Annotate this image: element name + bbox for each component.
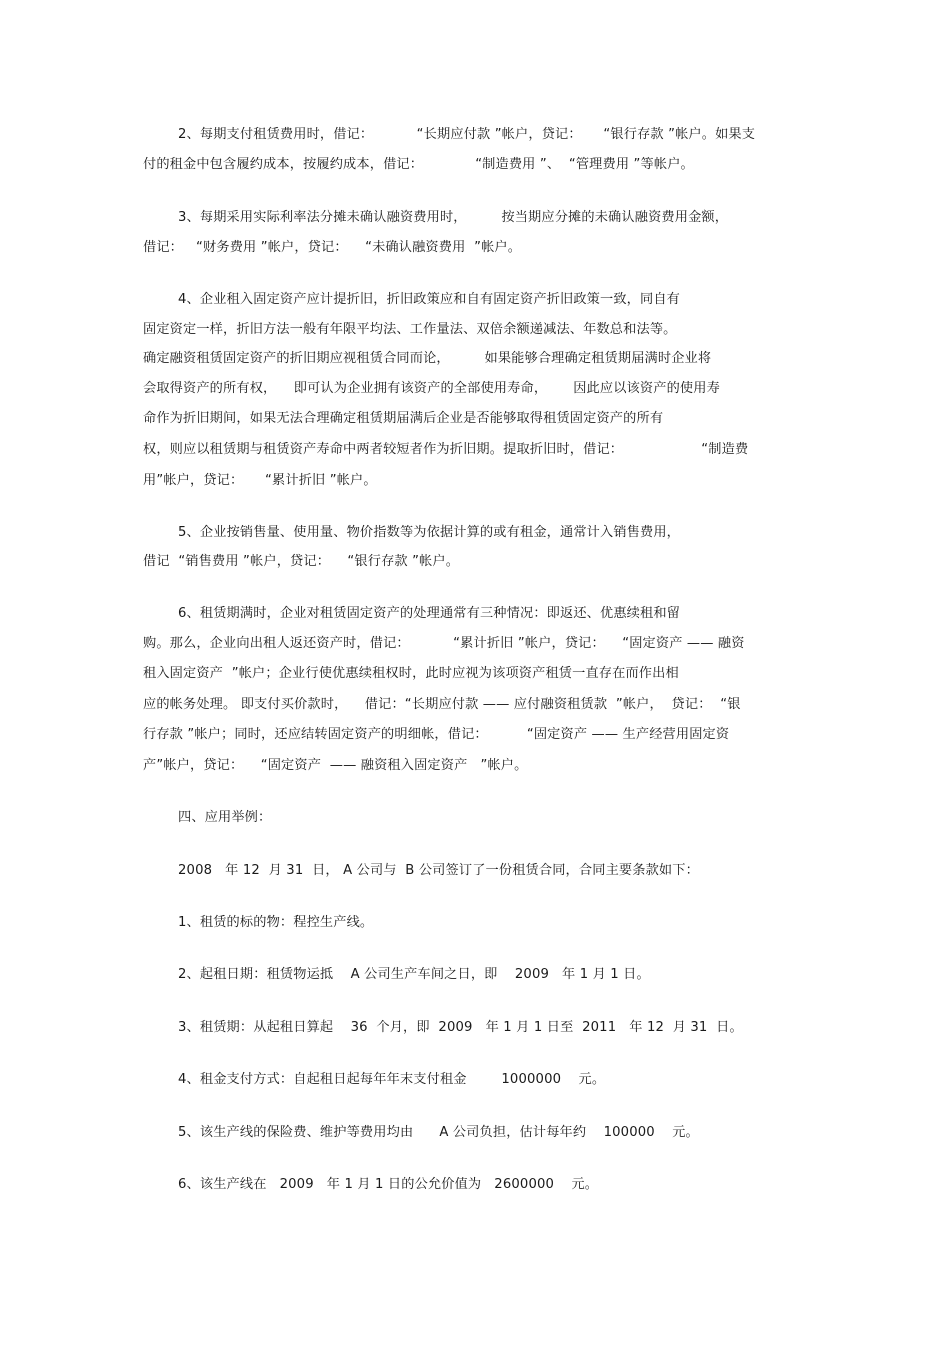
paragraph-2-line-1: 2、每期支付租赁费用时，借记： “长期应付款 ”帐户，贷记： “银行存款 ”帐户。如果支 [178,127,756,142]
example-item-5: 5、该生产线的保险费、维护等费用均由 A 公司负担，估计每年约 100000 元。 [178,1125,699,1140]
paragraph-6-line-2: 购。那么，企业向出租人返还资产时，借记： “累计折旧 ”帐户，贷记： “固定资产 —— 融资 [143,636,745,651]
example-item-2: 2、起租日期：租赁物运抵 A 公司生产车间之日，即 2009 年 1 月 1 日。 [178,967,650,982]
paragraph-6-line-5: 行存款 ”帐户；同时，还应结转固定资产的明细帐，借记： “固定资产 —— 生产经营用固定资 [143,727,730,742]
paragraph-4-line-6: 权，则应以租赁期与租赁资产寿命中两者较短者作为折旧期。提取折旧时，借记： “制造费 [143,442,749,457]
section-heading-example: 四、应用举例： [178,810,272,825]
paragraph-4-line-5: 命作为折旧期间，如果无法合理确定租赁期届满后企业是否能够取得租赁固定资产的所有 [143,411,664,426]
paragraph-6-line-4: 应的帐务处理。 即支付买价款时， 借记：“长期应付款 —— 应付融资租赁款 ”帐户， 贷记： “银 [143,697,741,712]
paragraph-4-line-2: 固定资定一样，折旧方法一般有年限平均法、工作量法、双倍余额递减法、年数总和法等。 [143,322,677,337]
paragraph-5-line-1: 5、企业按销售量、使用量、物价指数等为依据计算的或有租金，通常计入销售费用， [178,525,681,540]
paragraph-3-line-1: 3、每期采用实际利率法分摊未确认融资费用时， 按当期应分摊的未确认融资费用金额， [178,210,729,225]
paragraph-6-line-3: 租入固定资产 ”帐户；企业行使优惠续租权时，此时应视为该项资产租赁一直存在而作出相 [143,666,679,681]
example-item-6: 6、该生产线在 2009 年 1 月 1 日的公允价值为 2600000 元。 [178,1177,599,1192]
paragraph-6-line-1: 6、租赁期满时，企业对租赁固定资产的处理通常有三种情况：即返还、优惠续租和留 [178,606,681,621]
paragraph-4-line-1: 4、企业租入固定资产应计提折旧，折旧政策应和自有固定资产折旧政策一致，同自有 [178,292,681,307]
paragraph-6-line-6: 产”帐户，贷记： “固定资产 —— 融资租入固定资产 ”帐户。 [143,758,528,773]
example-item-4: 4、租金支付方式：自起租日起每年年末支付租金 1000000 元。 [178,1072,606,1087]
example-item-1: 1、租赁的标的物：程控生产线。 [178,915,374,930]
paragraph-4-line-7: 用”帐户，贷记： “累计折旧 ”帐户。 [143,473,377,488]
example-item-3: 3、租赁期：从起租日算起 36 个月，即 2009 年 1 月 1 日至 2011 年 12 月 31 日。 [178,1020,743,1035]
paragraph-5-line-2: 借记 “销售费用 ”帐户，贷记： “银行存款 ”帐户。 [143,554,460,569]
paragraph-4-line-3: 确定融资租赁固定资产的折旧期应视租赁合同而论， 如果能够合理确定租赁期届满时企业将 [143,351,712,366]
paragraph-2-line-2: 付的租金中包含履约成本，按履约成本，借记： “制造费用 ”、 “管理费用 ”等帐户。 [143,157,694,172]
paragraph-3-line-2: 借记： “财务费用 ”帐户，贷记： “未确认融资费用 ”帐户。 [143,240,522,255]
example-intro: 2008 年 12 月 31 日， A 公司与 B 公司签订了一份租赁合同，合同主要条款如下： [178,863,699,878]
paragraph-4-line-4: 会取得资产的所有权， 即可认为企业拥有该资产的全部使用寿命， 因此应以该资产的使用寿 [143,381,720,396]
